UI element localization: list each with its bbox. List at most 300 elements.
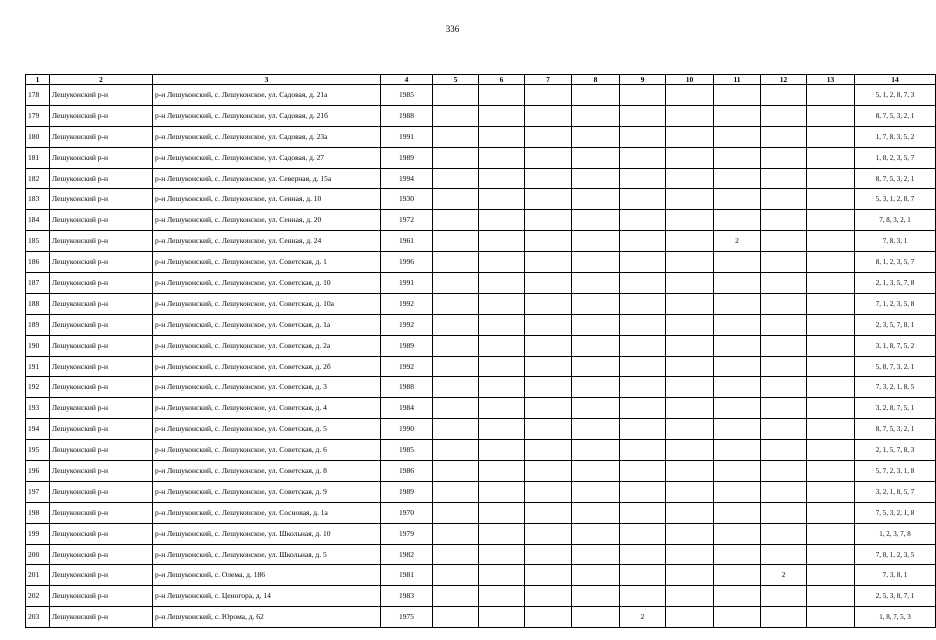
table-cell-col-12 <box>761 586 807 607</box>
table-row <box>26 105 936 126</box>
table-cell-col-3: р-н Лешуконский, с. Лешуконское, ул. Садовая, д. 27 <box>153 147 381 168</box>
table-cell-col-2: Лешуконский р-н <box>50 126 153 147</box>
table-cell-col-9 <box>620 189 666 210</box>
table-cell-col-13 <box>807 126 855 147</box>
table-cell-col-9: 2 <box>620 607 666 628</box>
table-cell-col-11 <box>714 252 761 273</box>
table-cell-col-14: 5, 8, 7, 3, 2, 1 <box>855 356 936 377</box>
table-cell-col-10 <box>666 252 714 273</box>
table-cell-col-9 <box>620 231 666 252</box>
table-cell-col-12 <box>761 252 807 273</box>
table-cell-col-14: 5, 7, 2, 3, 1, 8 <box>855 461 936 482</box>
table-cell-col-6 <box>479 565 525 586</box>
table-row <box>26 523 936 544</box>
table-cell-col-3: р-н Лешуконский, с. Лешуконское, ул. Советская, д. 10а <box>153 293 381 314</box>
table-cell-col-8 <box>572 523 620 544</box>
table-cell-col-7 <box>525 147 572 168</box>
table-cell-col-10 <box>666 210 714 231</box>
table-cell-col-7 <box>525 335 572 356</box>
table-cell-col-3: р-н Лешуконский, с. Лешуконское, ул. Сенная, д. 20 <box>153 210 381 231</box>
table-cell-col-11 <box>714 273 761 294</box>
table-cell-col-10 <box>666 419 714 440</box>
table-cell-col-9 <box>620 523 666 544</box>
table-row <box>26 481 936 502</box>
table-cell-col-9 <box>620 356 666 377</box>
table-row <box>26 335 936 356</box>
table-cell-col-5 <box>433 273 479 294</box>
table-cell-col-13 <box>807 440 855 461</box>
table-cell-col-6 <box>479 461 525 482</box>
table-cell-col-12 <box>761 481 807 502</box>
table-cell-col-8 <box>572 398 620 419</box>
table-cell-col-7 <box>525 85 572 106</box>
table-cell-col-13 <box>807 461 855 482</box>
table-cell-col-6 <box>479 105 525 126</box>
table-cell-col-7 <box>525 189 572 210</box>
table-cell-col-7 <box>525 377 572 398</box>
table-cell-col-6 <box>479 210 525 231</box>
table-cell-col-7 <box>525 231 572 252</box>
table-cell-col-1: 184 <box>26 210 50 231</box>
table-cell-col-12 <box>761 377 807 398</box>
table-cell-col-13 <box>807 293 855 314</box>
table-cell-col-3: р-н Лешуконский, с. Лешуконское, ул. Северная, д. 15а <box>153 168 381 189</box>
table-cell-col-14: 2, 1, 3, 5, 7, 8 <box>855 273 936 294</box>
table-cell-col-2: Лешуконский р-н <box>50 523 153 544</box>
table-cell-col-7 <box>525 419 572 440</box>
column-header-12: 12 <box>761 75 807 85</box>
table-cell-col-4: 1991 <box>381 126 433 147</box>
table-cell-col-6 <box>479 314 525 335</box>
table-cell-col-8 <box>572 356 620 377</box>
table-cell-col-10 <box>666 502 714 523</box>
column-header-3: 3 <box>153 75 381 85</box>
table-cell-col-10 <box>666 461 714 482</box>
table-cell-col-2: Лешуконский р-н <box>50 147 153 168</box>
table-cell-col-3: р-н Лешуконский, с. Лешуконское, ул. Советская, д. 5 <box>153 419 381 440</box>
table-row <box>26 189 936 210</box>
table-cell-col-1: 187 <box>26 273 50 294</box>
table-cell-col-5 <box>433 210 479 231</box>
table-cell-col-8 <box>572 126 620 147</box>
table-cell-col-10 <box>666 356 714 377</box>
table-cell-col-13 <box>807 189 855 210</box>
table-cell-col-3: р-н Лешуконский, с. Лешуконское, ул. Садовая, д. 23а <box>153 126 381 147</box>
table-cell-col-6 <box>479 335 525 356</box>
table-cell-col-3: р-н Лешуконский, с. Олема, д. 186 <box>153 565 381 586</box>
table-cell-col-6 <box>479 252 525 273</box>
table-cell-col-9 <box>620 398 666 419</box>
table-cell-col-10 <box>666 231 714 252</box>
table-cell-col-9 <box>620 147 666 168</box>
table-cell-col-5 <box>433 189 479 210</box>
table-cell-col-5 <box>433 293 479 314</box>
table-cell-col-4: 1992 <box>381 293 433 314</box>
table-cell-col-10 <box>666 335 714 356</box>
table-cell-col-4: 1979 <box>381 523 433 544</box>
table-cell-col-1: 190 <box>26 335 50 356</box>
table-cell-col-10 <box>666 586 714 607</box>
table-cell-col-9 <box>620 440 666 461</box>
table-cell-col-1: 200 <box>26 544 50 565</box>
table-cell-col-12: 2 <box>761 565 807 586</box>
table-cell-col-9 <box>620 544 666 565</box>
table-cell-col-14: 1, 8, 7, 5, 3 <box>855 607 936 628</box>
table-cell-col-9 <box>620 105 666 126</box>
table-cell-col-7 <box>525 168 572 189</box>
table-cell-col-5 <box>433 356 479 377</box>
table-cell-col-2: Лешуконский р-н <box>50 586 153 607</box>
table-cell-col-14: 8, 7, 5, 3, 2, 1 <box>855 419 936 440</box>
table-cell-col-9 <box>620 210 666 231</box>
table-cell-col-13 <box>807 607 855 628</box>
table-cell-col-4: 1972 <box>381 210 433 231</box>
table-cell-col-10 <box>666 314 714 335</box>
table-cell-col-4: 1988 <box>381 105 433 126</box>
table-cell-col-8 <box>572 440 620 461</box>
table-cell-col-2: Лешуконский р-н <box>50 189 153 210</box>
table-cell-col-3: р-н Лешуконский, с. Лешуконское, ул. Советская, д. 4 <box>153 398 381 419</box>
table-cell-col-13 <box>807 147 855 168</box>
table-cell-col-12 <box>761 210 807 231</box>
table-cell-col-10 <box>666 105 714 126</box>
table-cell-col-10 <box>666 607 714 628</box>
table-cell-col-3: р-н Лешуконский, с. Лешуконское, ул. Советская, д. 9 <box>153 481 381 502</box>
table-cell-col-11 <box>714 168 761 189</box>
table-body <box>26 85 936 628</box>
table-cell-col-7 <box>525 440 572 461</box>
column-header-2: 2 <box>50 75 153 85</box>
table-cell-col-5 <box>433 168 479 189</box>
table-cell-col-14: 1, 2, 3, 7, 8 <box>855 523 936 544</box>
table-cell-col-14: 5, 3, 1, 2, 8, 7 <box>855 189 936 210</box>
table-cell-col-5 <box>433 586 479 607</box>
table-cell-col-7 <box>525 502 572 523</box>
table-cell-col-8 <box>572 147 620 168</box>
table-cell-col-14: 2, 1, 5, 7, 8, 3 <box>855 440 936 461</box>
table-cell-col-7 <box>525 273 572 294</box>
table-row <box>26 607 936 628</box>
table-cell-col-6 <box>479 168 525 189</box>
table-cell-col-9 <box>620 252 666 273</box>
table-cell-col-6 <box>479 440 525 461</box>
table-cell-col-4: 1970 <box>381 502 433 523</box>
table-cell-col-8 <box>572 377 620 398</box>
table-cell-col-6 <box>479 356 525 377</box>
table-cell-col-1: 203 <box>26 607 50 628</box>
table-cell-col-13 <box>807 565 855 586</box>
table-cell-col-5 <box>433 440 479 461</box>
table-row <box>26 502 936 523</box>
table-cell-col-1: 179 <box>26 105 50 126</box>
column-header-4: 4 <box>381 75 433 85</box>
table-cell-col-5 <box>433 419 479 440</box>
table-cell-col-4: 1961 <box>381 231 433 252</box>
table-row <box>26 586 936 607</box>
table-cell-col-10 <box>666 293 714 314</box>
table-cell-col-4: 1984 <box>381 398 433 419</box>
table-cell-col-12 <box>761 189 807 210</box>
table-cell-col-10 <box>666 85 714 106</box>
table-cell-col-1: 199 <box>26 523 50 544</box>
table-cell-col-10 <box>666 273 714 294</box>
table-cell-col-8 <box>572 231 620 252</box>
table-cell-col-11 <box>714 356 761 377</box>
table-cell-col-13 <box>807 335 855 356</box>
table-cell-col-6 <box>479 544 525 565</box>
table-cell-col-1: 182 <box>26 168 50 189</box>
table-cell-col-11 <box>714 419 761 440</box>
table-cell-col-1: 202 <box>26 586 50 607</box>
table-cell-col-2: Лешуконский р-н <box>50 85 153 106</box>
table-cell-col-7 <box>525 314 572 335</box>
table-cell-col-11: 2 <box>714 231 761 252</box>
table-cell-col-10 <box>666 544 714 565</box>
column-header-6: 6 <box>479 75 525 85</box>
table-cell-col-6 <box>479 481 525 502</box>
table-cell-col-5 <box>433 481 479 502</box>
table-cell-col-1: 189 <box>26 314 50 335</box>
table-row <box>26 126 936 147</box>
table-row <box>26 231 936 252</box>
table-cell-col-4: 1992 <box>381 314 433 335</box>
table-cell-col-10 <box>666 481 714 502</box>
table-cell-col-13 <box>807 252 855 273</box>
table-cell-col-8 <box>572 335 620 356</box>
table-cell-col-4: 1990 <box>381 419 433 440</box>
table-cell-col-11 <box>714 523 761 544</box>
table-cell-col-5 <box>433 607 479 628</box>
table-cell-col-2: Лешуконский р-н <box>50 565 153 586</box>
table-cell-col-11 <box>714 126 761 147</box>
table-cell-col-9 <box>620 502 666 523</box>
table-cell-col-11 <box>714 293 761 314</box>
table-cell-col-12 <box>761 314 807 335</box>
table-cell-col-5 <box>433 335 479 356</box>
table-cell-col-2: Лешуконский р-н <box>50 210 153 231</box>
table-row <box>26 252 936 273</box>
table-cell-col-14: 7, 8, 3, 2, 1 <box>855 210 936 231</box>
table-cell-col-7 <box>525 544 572 565</box>
table-cell-col-12 <box>761 105 807 126</box>
table-cell-col-14: 1, 7, 8, 3, 5, 2 <box>855 126 936 147</box>
table-row <box>26 210 936 231</box>
table-cell-col-5 <box>433 461 479 482</box>
table-cell-col-4: 1985 <box>381 85 433 106</box>
table-cell-col-11 <box>714 398 761 419</box>
table-cell-col-14: 7, 5, 3, 2, 1, 8 <box>855 502 936 523</box>
table-cell-col-11 <box>714 607 761 628</box>
table-cell-col-3: р-н Лешуконский, с. Лешуконское, ул. Советская, д. 1а <box>153 314 381 335</box>
table-cell-col-14: 7, 1, 2, 3, 5, 8 <box>855 293 936 314</box>
column-header-10: 10 <box>666 75 714 85</box>
table-cell-col-8 <box>572 586 620 607</box>
table-cell-col-9 <box>620 85 666 106</box>
table-cell-col-1: 194 <box>26 419 50 440</box>
table-header <box>26 75 936 85</box>
table-cell-col-12 <box>761 502 807 523</box>
table-cell-col-4: 1975 <box>381 607 433 628</box>
table-cell-col-8 <box>572 502 620 523</box>
table-cell-col-14: 7, 3, 8, 1 <box>855 565 936 586</box>
table-cell-col-14: 3, 1, 8, 7, 5, 2 <box>855 335 936 356</box>
table-cell-col-4: 1986 <box>381 461 433 482</box>
table-cell-col-5 <box>433 252 479 273</box>
table-cell-col-14: 5, 1, 2, 8, 7, 3 <box>855 85 936 106</box>
table-cell-col-7 <box>525 523 572 544</box>
table-cell-col-14: 2, 5, 3, 8, 7, 1 <box>855 586 936 607</box>
table-cell-col-7 <box>525 586 572 607</box>
table-cell-col-13 <box>807 231 855 252</box>
table-cell-col-9 <box>620 377 666 398</box>
table-cell-col-2: Лешуконский р-н <box>50 607 153 628</box>
table-cell-col-8 <box>572 168 620 189</box>
table-cell-col-8 <box>572 252 620 273</box>
column-header-5: 5 <box>433 75 479 85</box>
table-cell-col-6 <box>479 398 525 419</box>
table-cell-col-14: 1, 8, 2, 3, 5, 7 <box>855 147 936 168</box>
table-cell-col-13 <box>807 168 855 189</box>
table-cell-col-11 <box>714 105 761 126</box>
table-cell-col-4: 1996 <box>381 252 433 273</box>
table-cell-col-8 <box>572 189 620 210</box>
table-cell-col-11 <box>714 544 761 565</box>
table-cell-col-13 <box>807 273 855 294</box>
table-cell-col-9 <box>620 314 666 335</box>
table-cell-col-1: 192 <box>26 377 50 398</box>
table-cell-col-7 <box>525 210 572 231</box>
table-cell-col-5 <box>433 544 479 565</box>
table-cell-col-9 <box>620 335 666 356</box>
column-header-7: 7 <box>525 75 572 85</box>
table-cell-col-11 <box>714 147 761 168</box>
table-cell-col-14: 8, 7, 5, 3, 2, 1 <box>855 168 936 189</box>
table-cell-col-7 <box>525 565 572 586</box>
table-row <box>26 461 936 482</box>
table-cell-col-5 <box>433 377 479 398</box>
table-cell-col-12 <box>761 293 807 314</box>
table-cell-col-13 <box>807 105 855 126</box>
column-header-8: 8 <box>572 75 620 85</box>
table-cell-col-8 <box>572 565 620 586</box>
table-cell-col-6 <box>479 607 525 628</box>
table-cell-col-2: Лешуконский р-н <box>50 377 153 398</box>
table-cell-col-1: 195 <box>26 440 50 461</box>
table-cell-col-9 <box>620 419 666 440</box>
table-cell-col-8 <box>572 293 620 314</box>
table-cell-col-10 <box>666 189 714 210</box>
table-cell-col-11 <box>714 335 761 356</box>
table-cell-col-3: р-н Лешуконский, с. Лешуконское, ул. Сенная, д. 10 <box>153 189 381 210</box>
table-cell-col-3: р-н Лешуконский, с. Лешуконское, ул. Советская, д. 8 <box>153 461 381 482</box>
table-cell-col-12 <box>761 398 807 419</box>
column-header-9: 9 <box>620 75 666 85</box>
table-cell-col-4: 1985 <box>381 440 433 461</box>
table-cell-col-8 <box>572 607 620 628</box>
table-cell-col-2: Лешуконский р-н <box>50 335 153 356</box>
table-cell-col-2: Лешуконский р-н <box>50 252 153 273</box>
table-cell-col-12 <box>761 126 807 147</box>
table-cell-col-5 <box>433 105 479 126</box>
table-cell-col-8 <box>572 419 620 440</box>
table-cell-col-1: 197 <box>26 481 50 502</box>
table-cell-col-12 <box>761 168 807 189</box>
table-cell-col-9 <box>620 126 666 147</box>
table-cell-col-3: р-н Лешуконский, с. Лешуконское, ул. Сосновая, д. 1а <box>153 502 381 523</box>
table-cell-col-5 <box>433 565 479 586</box>
table-cell-col-3: р-н Лешуконский, с. Лешуконское, ул. Советская, д. 2а <box>153 335 381 356</box>
table-cell-col-9 <box>620 293 666 314</box>
table-cell-col-12 <box>761 231 807 252</box>
table-cell-col-14: 3, 2, 8, 7, 5, 1 <box>855 398 936 419</box>
table-cell-col-4: 1989 <box>381 481 433 502</box>
table-cell-col-8 <box>572 85 620 106</box>
table-cell-col-12 <box>761 356 807 377</box>
table-cell-col-14: 7, 8, 3, 1 <box>855 231 936 252</box>
table-row <box>26 419 936 440</box>
table-cell-col-6 <box>479 586 525 607</box>
table-cell-col-4: 1982 <box>381 544 433 565</box>
table-cell-col-12 <box>761 273 807 294</box>
table-cell-col-13 <box>807 481 855 502</box>
table-row <box>26 398 936 419</box>
table-cell-col-2: Лешуконский р-н <box>50 273 153 294</box>
table-row <box>26 293 936 314</box>
table-cell-col-3: р-н Лешуконский, с. Лешуконское, ул. Сенная, д. 24 <box>153 231 381 252</box>
table-cell-col-6 <box>479 502 525 523</box>
table-cell-col-13 <box>807 419 855 440</box>
table-cell-col-7 <box>525 398 572 419</box>
table-cell-col-4: 1981 <box>381 565 433 586</box>
table-cell-col-10 <box>666 398 714 419</box>
table-cell-col-3: р-н Лешуконский, с. Лешуконское, ул. Советская, д. 2б <box>153 356 381 377</box>
table-row <box>26 147 936 168</box>
table-cell-col-2: Лешуконский р-н <box>50 293 153 314</box>
table-cell-col-12 <box>761 607 807 628</box>
table-cell-col-6 <box>479 293 525 314</box>
table-cell-col-14: 7, 8, 1, 2, 3, 5 <box>855 544 936 565</box>
column-header-13: 13 <box>807 75 855 85</box>
table-cell-col-1: 201 <box>26 565 50 586</box>
table-cell-col-11 <box>714 586 761 607</box>
table-cell-col-5 <box>433 85 479 106</box>
table-cell-col-5 <box>433 231 479 252</box>
table-row <box>26 377 936 398</box>
table-cell-col-3: р-н Лешуконский, с. Лешуконское, ул. Садовая, д. 21б <box>153 105 381 126</box>
table-cell-col-8 <box>572 314 620 335</box>
table-cell-col-4: 1930 <box>381 189 433 210</box>
table-cell-col-3: р-н Лешуконский, с. Лешуконское, ул. Советская, д. 10 <box>153 273 381 294</box>
table-cell-col-7 <box>525 293 572 314</box>
table-cell-col-6 <box>479 85 525 106</box>
table-cell-col-7 <box>525 252 572 273</box>
table-cell-col-8 <box>572 461 620 482</box>
table-cell-col-5 <box>433 523 479 544</box>
table-cell-col-1: 198 <box>26 502 50 523</box>
table-cell-col-12 <box>761 440 807 461</box>
table-cell-col-3: р-н Лешуконский, с. Лешуконское, ул. Советская, д. 3 <box>153 377 381 398</box>
table-cell-col-4: 1983 <box>381 586 433 607</box>
table-cell-col-14: 8, 1, 2, 3, 5, 7 <box>855 252 936 273</box>
table-cell-col-8 <box>572 210 620 231</box>
table-cell-col-10 <box>666 523 714 544</box>
table-cell-col-8 <box>572 105 620 126</box>
table-cell-col-1: 185 <box>26 231 50 252</box>
table-cell-col-3: р-н Лешуконский, с. Юрома, д. 62 <box>153 607 381 628</box>
table-cell-col-7 <box>525 356 572 377</box>
table-cell-col-2: Лешуконский р-н <box>50 502 153 523</box>
table-cell-col-12 <box>761 544 807 565</box>
